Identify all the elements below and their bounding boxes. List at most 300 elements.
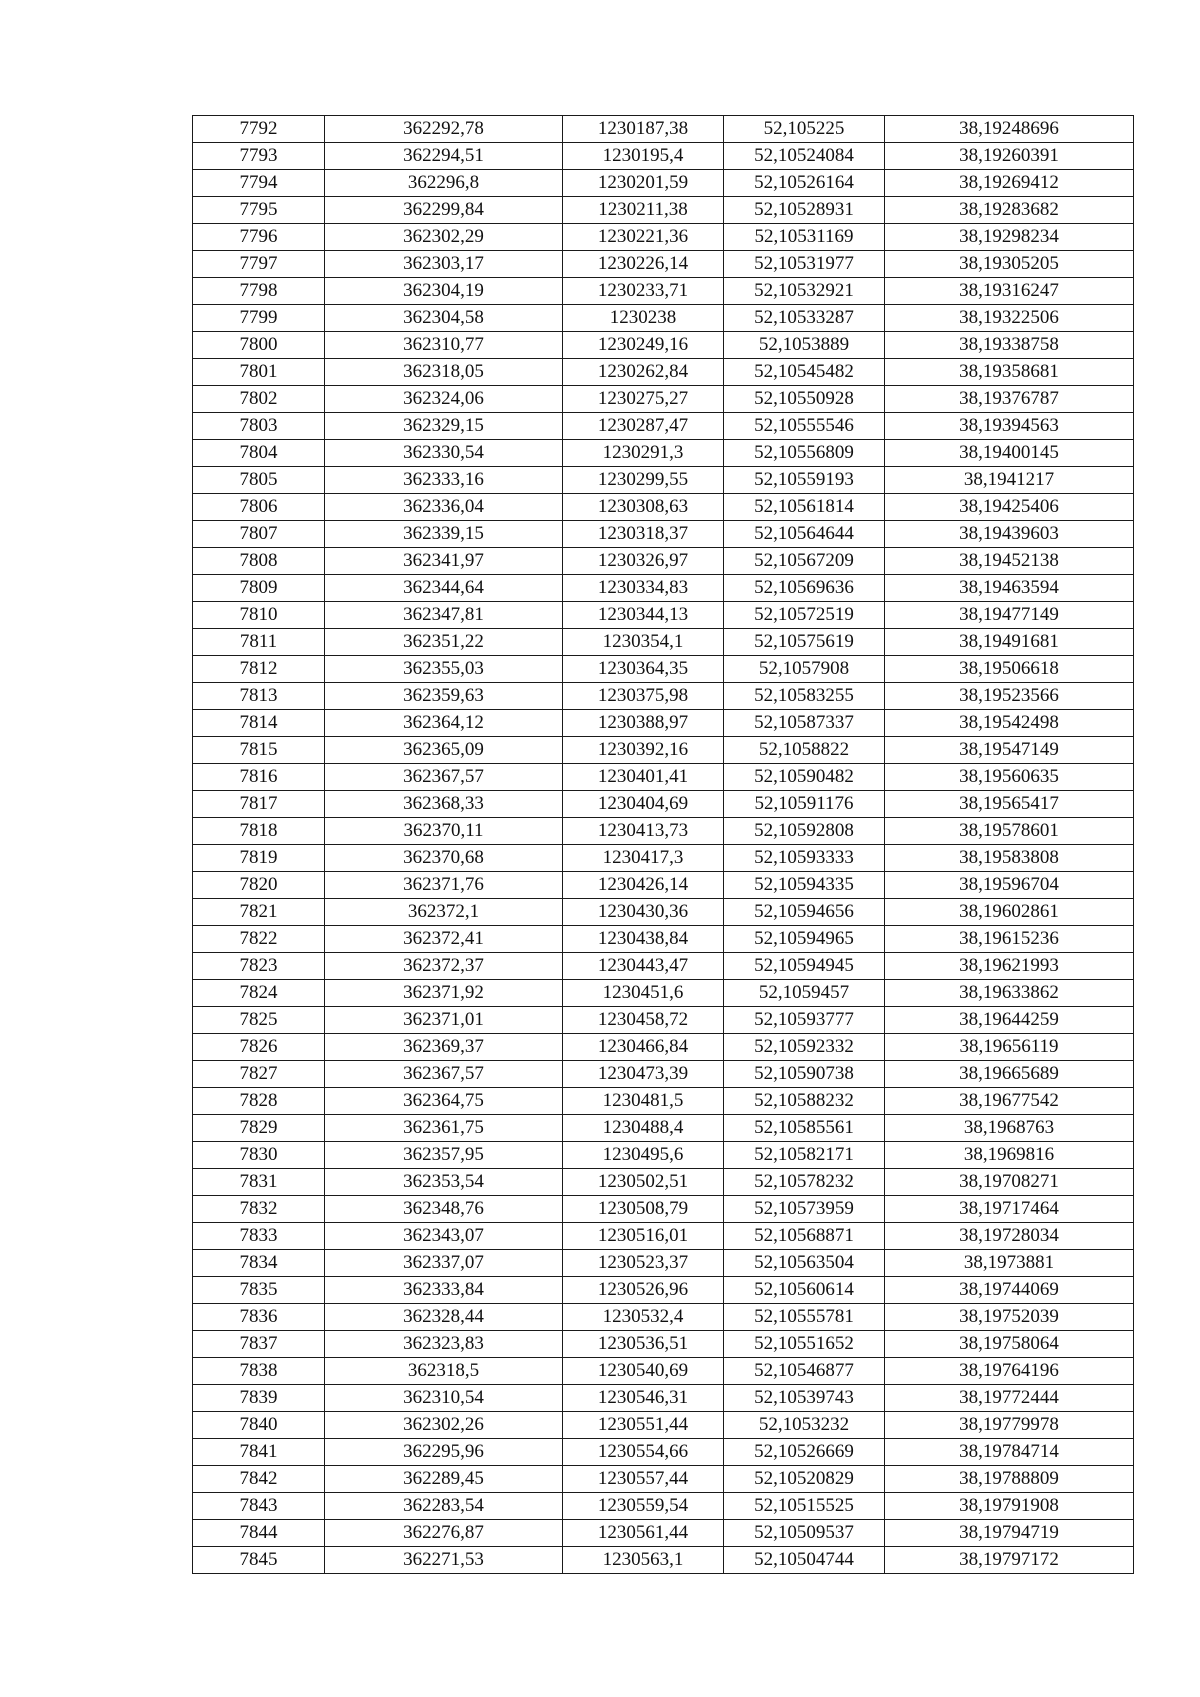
longitude-cell: 38,19463594 — [885, 575, 1134, 602]
latitude-cell: 52,10551652 — [724, 1331, 885, 1358]
longitude-cell: 38,1973881 — [885, 1250, 1134, 1277]
point-number-cell: 7808 — [193, 548, 325, 575]
latitude-cell: 52,10539743 — [724, 1385, 885, 1412]
x-coordinate-cell: 362292,78 — [325, 116, 563, 143]
y-coordinate-cell: 1230417,3 — [563, 845, 724, 872]
longitude-cell: 38,19583808 — [885, 845, 1134, 872]
table-row — [193, 1466, 1134, 1493]
y-coordinate-cell: 1230413,73 — [563, 818, 724, 845]
x-coordinate-cell: 362337,07 — [325, 1250, 563, 1277]
longitude-cell: 38,19752039 — [885, 1304, 1134, 1331]
table-row — [193, 1493, 1134, 1520]
longitude-cell: 38,19452138 — [885, 548, 1134, 575]
x-coordinate-cell: 362347,81 — [325, 602, 563, 629]
latitude-cell: 52,10526669 — [724, 1439, 885, 1466]
point-number-cell: 7815 — [193, 737, 325, 764]
x-coordinate-cell: 362353,54 — [325, 1169, 563, 1196]
longitude-cell: 38,19338758 — [885, 332, 1134, 359]
x-coordinate-cell: 362372,41 — [325, 926, 563, 953]
latitude-cell: 52,10575619 — [724, 629, 885, 656]
x-coordinate-cell: 362296,8 — [325, 170, 563, 197]
table-row — [193, 602, 1134, 629]
table-row — [193, 1250, 1134, 1277]
point-number-cell: 7800 — [193, 332, 325, 359]
latitude-cell: 52,10567209 — [724, 548, 885, 575]
y-coordinate-cell: 1230187,38 — [563, 116, 724, 143]
latitude-cell: 52,10582171 — [724, 1142, 885, 1169]
x-coordinate-cell: 362372,1 — [325, 899, 563, 926]
point-number-cell: 7813 — [193, 683, 325, 710]
longitude-cell: 38,19794719 — [885, 1520, 1134, 1547]
y-coordinate-cell: 1230516,01 — [563, 1223, 724, 1250]
point-number-cell: 7814 — [193, 710, 325, 737]
x-coordinate-cell: 362339,15 — [325, 521, 563, 548]
x-coordinate-cell: 362304,58 — [325, 305, 563, 332]
y-coordinate-cell: 1230502,51 — [563, 1169, 724, 1196]
point-number-cell: 7831 — [193, 1169, 325, 1196]
table-row — [193, 224, 1134, 251]
point-number-cell: 7816 — [193, 764, 325, 791]
table-row — [193, 440, 1134, 467]
latitude-cell: 52,10594335 — [724, 872, 885, 899]
table-row — [193, 1304, 1134, 1331]
table-row — [193, 170, 1134, 197]
x-coordinate-cell: 362310,54 — [325, 1385, 563, 1412]
x-coordinate-cell: 362370,68 — [325, 845, 563, 872]
longitude-cell: 38,1969816 — [885, 1142, 1134, 1169]
y-coordinate-cell: 1230554,66 — [563, 1439, 724, 1466]
table-row — [193, 575, 1134, 602]
table-row — [193, 1169, 1134, 1196]
longitude-cell: 38,19677542 — [885, 1088, 1134, 1115]
y-coordinate-cell: 1230563,1 — [563, 1547, 724, 1574]
point-number-cell: 7795 — [193, 197, 325, 224]
point-number-cell: 7817 — [193, 791, 325, 818]
table-row — [193, 845, 1134, 872]
latitude-cell: 52,10563504 — [724, 1250, 885, 1277]
longitude-cell: 38,19269412 — [885, 170, 1134, 197]
point-number-cell: 7833 — [193, 1223, 325, 1250]
point-number-cell: 7834 — [193, 1250, 325, 1277]
longitude-cell: 38,19596704 — [885, 872, 1134, 899]
point-number-cell: 7828 — [193, 1088, 325, 1115]
table-row — [193, 791, 1134, 818]
y-coordinate-cell: 1230275,27 — [563, 386, 724, 413]
y-coordinate-cell: 1230299,55 — [563, 467, 724, 494]
x-coordinate-cell: 362330,54 — [325, 440, 563, 467]
point-number-cell: 7826 — [193, 1034, 325, 1061]
point-number-cell: 7835 — [193, 1277, 325, 1304]
y-coordinate-cell: 1230551,44 — [563, 1412, 724, 1439]
latitude-cell: 52,10532921 — [724, 278, 885, 305]
y-coordinate-cell: 1230238 — [563, 305, 724, 332]
y-coordinate-cell: 1230195,4 — [563, 143, 724, 170]
point-number-cell: 7821 — [193, 899, 325, 926]
longitude-cell: 38,19260391 — [885, 143, 1134, 170]
point-number-cell: 7805 — [193, 467, 325, 494]
latitude-cell: 52,10592808 — [724, 818, 885, 845]
y-coordinate-cell: 1230473,39 — [563, 1061, 724, 1088]
x-coordinate-cell: 362318,05 — [325, 359, 563, 386]
point-number-cell: 7792 — [193, 116, 325, 143]
y-coordinate-cell: 1230546,31 — [563, 1385, 724, 1412]
y-coordinate-cell: 1230495,6 — [563, 1142, 724, 1169]
longitude-cell: 38,19523566 — [885, 683, 1134, 710]
latitude-cell: 52,10573959 — [724, 1196, 885, 1223]
x-coordinate-cell: 362371,92 — [325, 980, 563, 1007]
x-coordinate-cell: 362357,95 — [325, 1142, 563, 1169]
table-row — [193, 197, 1134, 224]
table-row — [193, 1115, 1134, 1142]
x-coordinate-cell: 362351,22 — [325, 629, 563, 656]
y-coordinate-cell: 1230318,37 — [563, 521, 724, 548]
table-row — [193, 1439, 1134, 1466]
point-number-cell: 7840 — [193, 1412, 325, 1439]
y-coordinate-cell: 1230287,47 — [563, 413, 724, 440]
x-coordinate-cell: 362344,64 — [325, 575, 563, 602]
latitude-cell: 52,10593777 — [724, 1007, 885, 1034]
coordinates-table-body — [193, 116, 1134, 1574]
y-coordinate-cell: 1230426,14 — [563, 872, 724, 899]
longitude-cell: 38,19644259 — [885, 1007, 1134, 1034]
longitude-cell: 38,19764196 — [885, 1358, 1134, 1385]
latitude-cell: 52,10568871 — [724, 1223, 885, 1250]
point-number-cell: 7819 — [193, 845, 325, 872]
table-row — [193, 467, 1134, 494]
x-coordinate-cell: 362370,11 — [325, 818, 563, 845]
latitude-cell: 52,10555546 — [724, 413, 885, 440]
point-number-cell: 7794 — [193, 170, 325, 197]
y-coordinate-cell: 1230262,84 — [563, 359, 724, 386]
point-number-cell: 7837 — [193, 1331, 325, 1358]
latitude-cell: 52,10509537 — [724, 1520, 885, 1547]
table-row — [193, 305, 1134, 332]
x-coordinate-cell: 362361,75 — [325, 1115, 563, 1142]
longitude-cell: 38,19305205 — [885, 251, 1134, 278]
point-number-cell: 7818 — [193, 818, 325, 845]
table-row — [193, 1520, 1134, 1547]
longitude-cell: 38,19717464 — [885, 1196, 1134, 1223]
point-number-cell: 7807 — [193, 521, 325, 548]
y-coordinate-cell: 1230443,47 — [563, 953, 724, 980]
latitude-cell: 52,10561814 — [724, 494, 885, 521]
latitude-cell: 52,10572519 — [724, 602, 885, 629]
table-row — [193, 953, 1134, 980]
latitude-cell: 52,10585561 — [724, 1115, 885, 1142]
longitude-cell: 38,19708271 — [885, 1169, 1134, 1196]
latitude-cell: 52,10526164 — [724, 170, 885, 197]
point-number-cell: 7827 — [193, 1061, 325, 1088]
latitude-cell: 52,1059457 — [724, 980, 885, 1007]
x-coordinate-cell: 362323,83 — [325, 1331, 563, 1358]
latitude-cell: 52,105225 — [724, 116, 885, 143]
point-number-cell: 7824 — [193, 980, 325, 1007]
point-number-cell: 7793 — [193, 143, 325, 170]
point-number-cell: 7802 — [193, 386, 325, 413]
y-coordinate-cell: 1230557,44 — [563, 1466, 724, 1493]
y-coordinate-cell: 1230291,3 — [563, 440, 724, 467]
longitude-cell: 38,19656119 — [885, 1034, 1134, 1061]
longitude-cell: 38,19615236 — [885, 926, 1134, 953]
longitude-cell: 38,19784714 — [885, 1439, 1134, 1466]
y-coordinate-cell: 1230364,35 — [563, 656, 724, 683]
longitude-cell: 38,19394563 — [885, 413, 1134, 440]
longitude-cell: 38,19425406 — [885, 494, 1134, 521]
table-row — [193, 1412, 1134, 1439]
point-number-cell: 7830 — [193, 1142, 325, 1169]
latitude-cell: 52,10520829 — [724, 1466, 885, 1493]
latitude-cell: 52,10560614 — [724, 1277, 885, 1304]
point-number-cell: 7829 — [193, 1115, 325, 1142]
x-coordinate-cell: 362369,37 — [325, 1034, 563, 1061]
latitude-cell: 52,10515525 — [724, 1493, 885, 1520]
point-number-cell: 7798 — [193, 278, 325, 305]
latitude-cell: 52,10533287 — [724, 305, 885, 332]
y-coordinate-cell: 1230388,97 — [563, 710, 724, 737]
longitude-cell: 38,19316247 — [885, 278, 1134, 305]
longitude-cell: 38,19578601 — [885, 818, 1134, 845]
longitude-cell: 38,1941217 — [885, 467, 1134, 494]
latitude-cell: 52,10524084 — [724, 143, 885, 170]
longitude-cell: 38,19560635 — [885, 764, 1134, 791]
table-row — [193, 872, 1134, 899]
longitude-cell: 38,19779978 — [885, 1412, 1134, 1439]
x-coordinate-cell: 362328,44 — [325, 1304, 563, 1331]
point-number-cell: 7806 — [193, 494, 325, 521]
x-coordinate-cell: 362318,5 — [325, 1358, 563, 1385]
longitude-cell: 38,19797172 — [885, 1547, 1134, 1574]
longitude-cell: 38,19506618 — [885, 656, 1134, 683]
table-row — [193, 359, 1134, 386]
longitude-cell: 38,19439603 — [885, 521, 1134, 548]
coordinates-table — [192, 115, 1134, 1574]
longitude-cell: 38,19283682 — [885, 197, 1134, 224]
latitude-cell: 52,10569636 — [724, 575, 885, 602]
table-row — [193, 548, 1134, 575]
longitude-cell: 38,19376787 — [885, 386, 1134, 413]
longitude-cell: 38,19547149 — [885, 737, 1134, 764]
point-number-cell: 7799 — [193, 305, 325, 332]
point-number-cell: 7839 — [193, 1385, 325, 1412]
latitude-cell: 52,10590738 — [724, 1061, 885, 1088]
latitude-cell: 52,10556809 — [724, 440, 885, 467]
point-number-cell: 7822 — [193, 926, 325, 953]
longitude-cell: 38,19400145 — [885, 440, 1134, 467]
y-coordinate-cell: 1230481,5 — [563, 1088, 724, 1115]
x-coordinate-cell: 362304,19 — [325, 278, 563, 305]
longitude-cell: 38,19602861 — [885, 899, 1134, 926]
latitude-cell: 52,10559193 — [724, 467, 885, 494]
point-number-cell: 7842 — [193, 1466, 325, 1493]
latitude-cell: 52,10564644 — [724, 521, 885, 548]
latitude-cell: 52,10504744 — [724, 1547, 885, 1574]
longitude-cell: 38,19248696 — [885, 116, 1134, 143]
y-coordinate-cell: 1230249,16 — [563, 332, 724, 359]
latitude-cell: 52,10594945 — [724, 953, 885, 980]
table-row — [193, 683, 1134, 710]
y-coordinate-cell: 1230326,97 — [563, 548, 724, 575]
x-coordinate-cell: 362303,17 — [325, 251, 563, 278]
y-coordinate-cell: 1230458,72 — [563, 1007, 724, 1034]
table-row — [193, 737, 1134, 764]
table-row — [193, 1061, 1134, 1088]
x-coordinate-cell: 362324,06 — [325, 386, 563, 413]
latitude-cell: 52,10587337 — [724, 710, 885, 737]
x-coordinate-cell: 362295,96 — [325, 1439, 563, 1466]
point-number-cell: 7838 — [193, 1358, 325, 1385]
point-number-cell: 7801 — [193, 359, 325, 386]
y-coordinate-cell: 1230344,13 — [563, 602, 724, 629]
longitude-cell: 38,19788809 — [885, 1466, 1134, 1493]
x-coordinate-cell: 362341,97 — [325, 548, 563, 575]
y-coordinate-cell: 1230532,4 — [563, 1304, 724, 1331]
x-coordinate-cell: 362283,54 — [325, 1493, 563, 1520]
y-coordinate-cell: 1230526,96 — [563, 1277, 724, 1304]
table-row — [193, 818, 1134, 845]
table-row — [193, 386, 1134, 413]
table-row — [193, 413, 1134, 440]
point-number-cell: 7820 — [193, 872, 325, 899]
y-coordinate-cell: 1230404,69 — [563, 791, 724, 818]
table-row — [193, 1088, 1134, 1115]
point-number-cell: 7832 — [193, 1196, 325, 1223]
y-coordinate-cell: 1230392,16 — [563, 737, 724, 764]
longitude-cell: 38,19491681 — [885, 629, 1134, 656]
table-row — [193, 494, 1134, 521]
x-coordinate-cell: 362336,04 — [325, 494, 563, 521]
table-row — [193, 926, 1134, 953]
table-row — [193, 656, 1134, 683]
y-coordinate-cell: 1230221,36 — [563, 224, 724, 251]
x-coordinate-cell: 362333,84 — [325, 1277, 563, 1304]
table-row — [193, 116, 1134, 143]
point-number-cell: 7836 — [193, 1304, 325, 1331]
table-row — [193, 1034, 1134, 1061]
y-coordinate-cell: 1230488,4 — [563, 1115, 724, 1142]
x-coordinate-cell: 362359,63 — [325, 683, 563, 710]
point-number-cell: 7809 — [193, 575, 325, 602]
latitude-cell: 52,10592332 — [724, 1034, 885, 1061]
table-row — [193, 1547, 1134, 1574]
longitude-cell: 38,19665689 — [885, 1061, 1134, 1088]
x-coordinate-cell: 362367,57 — [325, 764, 563, 791]
latitude-cell: 52,10550928 — [724, 386, 885, 413]
latitude-cell: 52,1057908 — [724, 656, 885, 683]
latitude-cell: 52,10594965 — [724, 926, 885, 953]
latitude-cell: 52,10590482 — [724, 764, 885, 791]
table-row — [193, 1196, 1134, 1223]
y-coordinate-cell: 1230536,51 — [563, 1331, 724, 1358]
table-row — [193, 629, 1134, 656]
x-coordinate-cell: 362355,03 — [325, 656, 563, 683]
y-coordinate-cell: 1230233,71 — [563, 278, 724, 305]
point-number-cell: 7811 — [193, 629, 325, 656]
x-coordinate-cell: 362289,45 — [325, 1466, 563, 1493]
longitude-cell: 38,1968763 — [885, 1115, 1134, 1142]
table-row — [193, 899, 1134, 926]
latitude-cell: 52,10531977 — [724, 251, 885, 278]
point-number-cell: 7844 — [193, 1520, 325, 1547]
y-coordinate-cell: 1230211,38 — [563, 197, 724, 224]
y-coordinate-cell: 1230561,44 — [563, 1520, 724, 1547]
latitude-cell: 52,10555781 — [724, 1304, 885, 1331]
table-row — [193, 764, 1134, 791]
latitude-cell: 52,10593333 — [724, 845, 885, 872]
x-coordinate-cell: 362302,26 — [325, 1412, 563, 1439]
table-row — [193, 710, 1134, 737]
y-coordinate-cell: 1230308,63 — [563, 494, 724, 521]
y-coordinate-cell: 1230559,54 — [563, 1493, 724, 1520]
y-coordinate-cell: 1230201,59 — [563, 170, 724, 197]
x-coordinate-cell: 362329,15 — [325, 413, 563, 440]
x-coordinate-cell: 362364,12 — [325, 710, 563, 737]
point-number-cell: 7823 — [193, 953, 325, 980]
latitude-cell: 52,1058822 — [724, 737, 885, 764]
point-number-cell: 7825 — [193, 1007, 325, 1034]
table-row — [193, 521, 1134, 548]
point-number-cell: 7797 — [193, 251, 325, 278]
x-coordinate-cell: 362299,84 — [325, 197, 563, 224]
table-row — [193, 1142, 1134, 1169]
longitude-cell: 38,19621993 — [885, 953, 1134, 980]
x-coordinate-cell: 362302,29 — [325, 224, 563, 251]
latitude-cell: 52,1053889 — [724, 332, 885, 359]
latitude-cell: 52,10594656 — [724, 899, 885, 926]
table-row — [193, 143, 1134, 170]
longitude-cell: 38,19791908 — [885, 1493, 1134, 1520]
y-coordinate-cell: 1230466,84 — [563, 1034, 724, 1061]
y-coordinate-cell: 1230508,79 — [563, 1196, 724, 1223]
x-coordinate-cell: 362364,75 — [325, 1088, 563, 1115]
longitude-cell: 38,19477149 — [885, 602, 1134, 629]
y-coordinate-cell: 1230523,37 — [563, 1250, 724, 1277]
y-coordinate-cell: 1230401,41 — [563, 764, 724, 791]
y-coordinate-cell: 1230430,36 — [563, 899, 724, 926]
point-number-cell: 7845 — [193, 1547, 325, 1574]
latitude-cell: 52,10545482 — [724, 359, 885, 386]
latitude-cell: 52,10531169 — [724, 224, 885, 251]
x-coordinate-cell: 362310,77 — [325, 332, 563, 359]
x-coordinate-cell: 362348,76 — [325, 1196, 563, 1223]
table-row — [193, 1007, 1134, 1034]
x-coordinate-cell: 362365,09 — [325, 737, 563, 764]
x-coordinate-cell: 362368,33 — [325, 791, 563, 818]
table-row — [193, 1331, 1134, 1358]
y-coordinate-cell: 1230334,83 — [563, 575, 724, 602]
y-coordinate-cell: 1230451,6 — [563, 980, 724, 1007]
table-row — [193, 251, 1134, 278]
x-coordinate-cell: 362276,87 — [325, 1520, 563, 1547]
point-number-cell: 7812 — [193, 656, 325, 683]
point-number-cell: 7796 — [193, 224, 325, 251]
x-coordinate-cell: 362372,37 — [325, 953, 563, 980]
table-row — [193, 332, 1134, 359]
longitude-cell: 38,19633862 — [885, 980, 1134, 1007]
x-coordinate-cell: 362371,01 — [325, 1007, 563, 1034]
latitude-cell: 52,10528931 — [724, 197, 885, 224]
table-row — [193, 1358, 1134, 1385]
x-coordinate-cell: 362371,76 — [325, 872, 563, 899]
longitude-cell: 38,19542498 — [885, 710, 1134, 737]
table-row — [193, 980, 1134, 1007]
y-coordinate-cell: 1230375,98 — [563, 683, 724, 710]
latitude-cell: 52,10591176 — [724, 791, 885, 818]
y-coordinate-cell: 1230540,69 — [563, 1358, 724, 1385]
x-coordinate-cell: 362294,51 — [325, 143, 563, 170]
latitude-cell: 52,10546877 — [724, 1358, 885, 1385]
latitude-cell: 52,10578232 — [724, 1169, 885, 1196]
longitude-cell: 38,19758064 — [885, 1331, 1134, 1358]
